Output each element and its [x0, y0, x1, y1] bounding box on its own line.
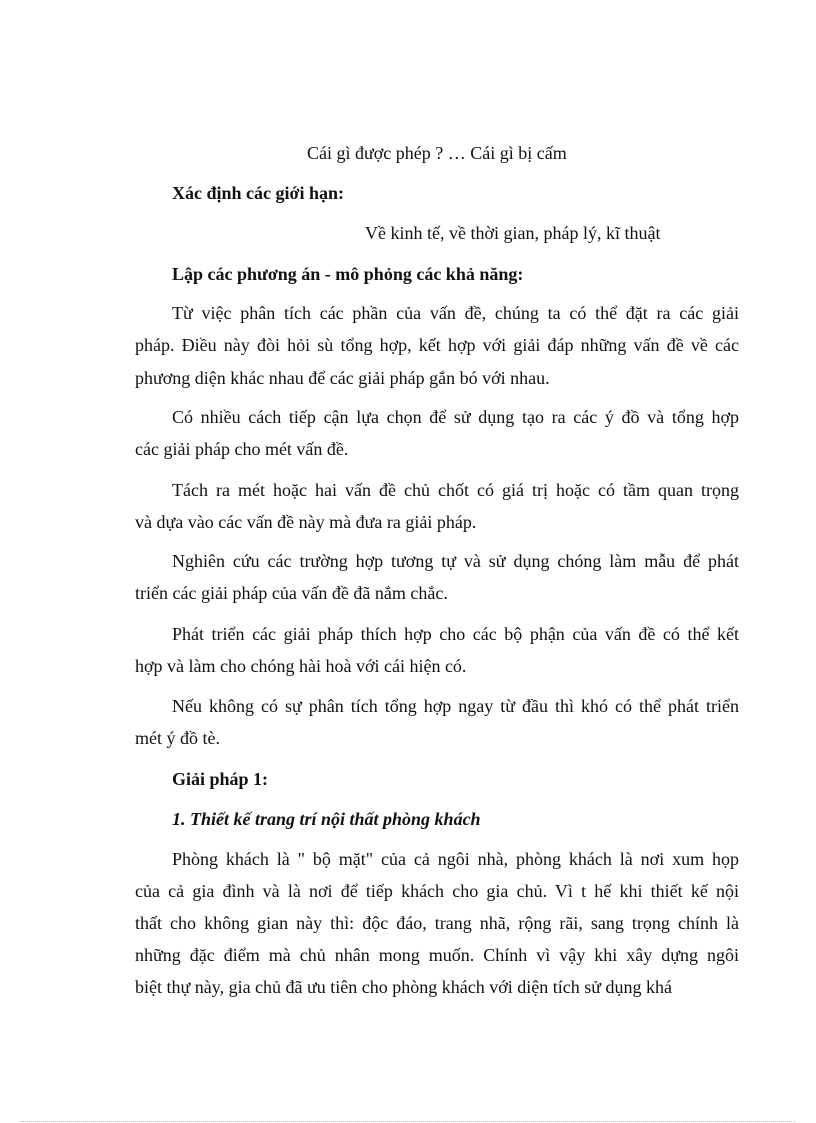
- paragraph-1-line-1: Từ việc phân tích các phần của vấn đề, chúng ta có thể đặt ra các giải: [172, 303, 739, 323]
- paragraph-6-line-2: mét ý đồ tè.: [135, 728, 220, 748]
- paragraph-1-line-3: phương diện khác nhau để các giải pháp gắn bó với nhau.: [135, 368, 550, 388]
- paragraph-4-line-2: triển các giải pháp của vấn đề đã nắm chắc.: [135, 583, 448, 603]
- paragraph-2-line-2: các giải pháp cho mét vấn đề.: [135, 439, 349, 459]
- allowed-forbidden-line: Cái gì được phép ? … Cái gì bị cấm: [307, 143, 567, 163]
- final-paragraph-line-1: Phòng khách là " bộ mặt" của cả ngôi nhà, phòng khách là nơi xum họp: [172, 849, 739, 869]
- paragraph-4-line-1: Nghiên cứu các trường hợp tương tự và sử dụng chóng làm mẫu để phát: [172, 551, 739, 571]
- paragraph-3-line-1: Tách ra mét hoặc hai vấn đề chủ chốt có giá trị hoặc có tầm quan trọng: [172, 480, 739, 500]
- final-paragraph-line-2: của cả gia đình và là nơi để tiếp khách cho gia chủ. Vì t hế khi thiết kế nội: [135, 881, 739, 901]
- paragraph-1-line-2: pháp. Điều này đòi hỏi sù tổng hợp, kết hợp với giải đáp những vấn đề về các: [135, 335, 739, 355]
- limits-list: Về kinh tế, về thời gian, pháp lý, kĩ thuật: [365, 223, 661, 243]
- paragraph-5-line-2: hợp và làm cho chóng hài hoà với cái hiện có.: [135, 656, 467, 676]
- page-bottom-divider: [20, 1121, 796, 1122]
- heading-options: Lập các phương án - mô phỏng các khả năng:: [172, 264, 524, 284]
- heading-limits: Xác định các giới hạn:: [172, 183, 344, 203]
- final-paragraph-line-3: thất cho không gian này thì: độc đáo, trang nhã, rộng rãi, sang trọng chính là: [135, 913, 739, 933]
- paragraph-2-line-1: Có nhiều cách tiếp cận lựa chọn để sử dụng tạo ra các ý đồ và tổng hợp: [172, 407, 739, 427]
- paragraph-3-line-2: và dựa vào các vấn đề này mà đưa ra giải pháp.: [135, 512, 477, 532]
- final-paragraph-line-5: biệt thự này, gia chủ đã ưu tiên cho phòng khách với diện tích sử dụng khá: [135, 977, 673, 997]
- section-title: 1. Thiết kế trang trí nội thất phòng khách: [172, 809, 481, 829]
- paragraph-6-line-1: Nếu không có sự phân tích tổng hợp ngay từ đầu thì khó có thể phát triển: [172, 696, 739, 716]
- final-paragraph-line-4: những đặc điểm mà chủ nhân mong muốn. Chính vì vậy khi xây dựng ngôi: [135, 945, 739, 965]
- heading-solution-1: Giải pháp 1:: [172, 769, 269, 789]
- paragraph-5-line-1: Phát triển các giải pháp thích hợp cho các bộ phận của vấn đề có thể kết: [172, 624, 739, 644]
